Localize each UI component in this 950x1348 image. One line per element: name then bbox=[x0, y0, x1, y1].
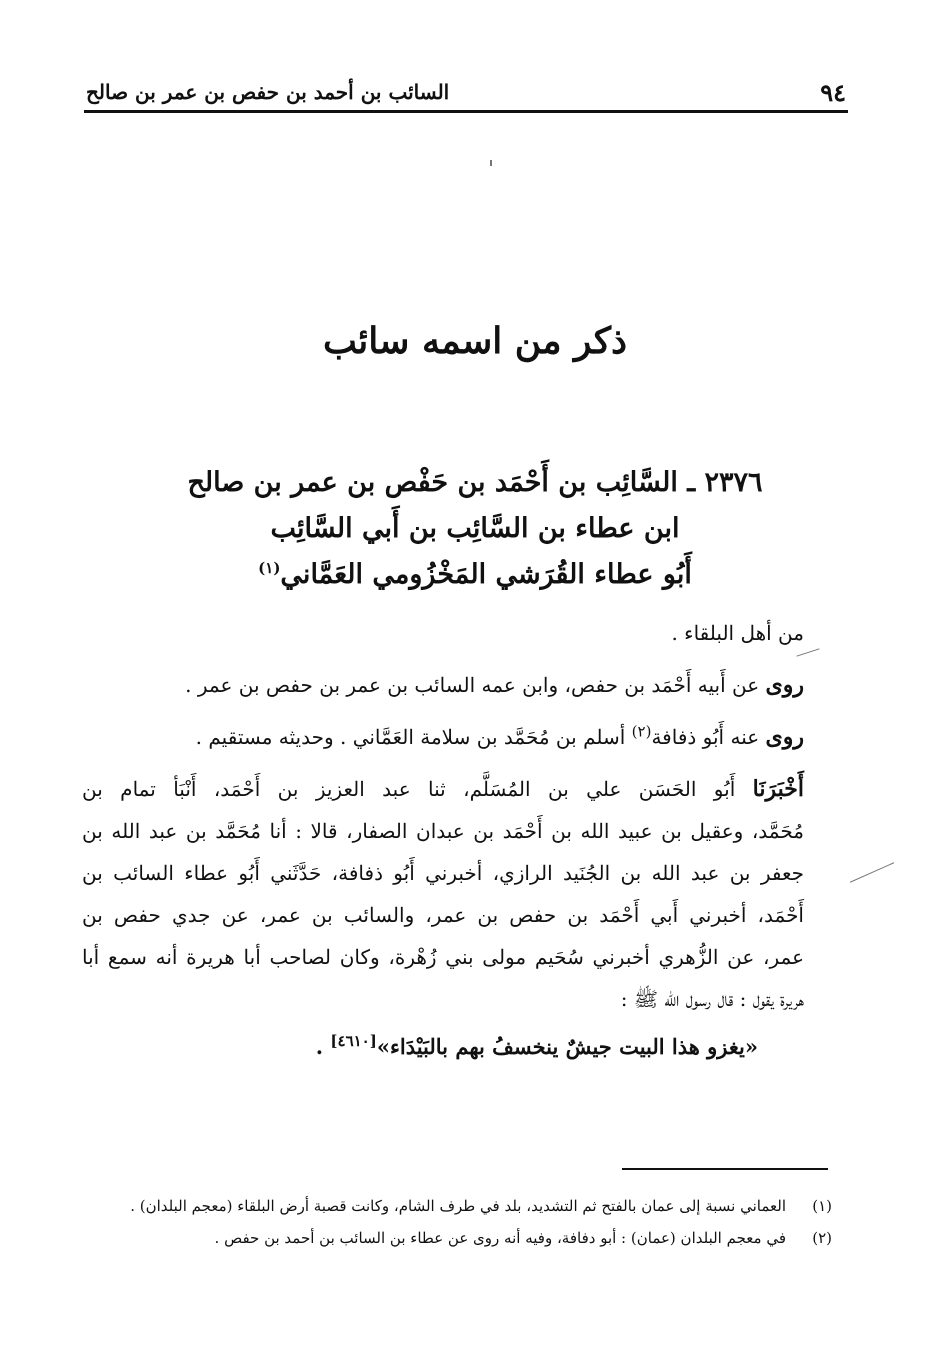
hadith-end: . bbox=[315, 1034, 331, 1059]
footnote-2-text: في معجم البلدان (عمان) : أبو دفافة، وفيه أنه روى عن عطاء بن السائب بن أحمد بن حفص . bbox=[214, 1229, 786, 1247]
footnote-rule bbox=[622, 1168, 828, 1170]
hadith-paragraph bbox=[82, 1026, 804, 1068]
entry-heading-line-3-text: أَبُو عطاء القُرَشي المَخْزُومي العَمَّاني bbox=[280, 559, 692, 590]
header-rule bbox=[84, 110, 848, 113]
entry-heading bbox=[140, 460, 810, 598]
section-title: ذكر من اسمه سائب bbox=[322, 320, 628, 362]
narrated-from-lead: روى bbox=[765, 672, 804, 698]
hadith-reference: [٤٦١٠] bbox=[330, 1032, 377, 1050]
isnad-line-2: مُحَمَّد، وعقيل بن عبيد الله بن أَحْمَد بن عبدان الصفار، قالا : أنا مُحَمَّد بن عبد الله بن bbox=[82, 819, 804, 843]
narrated-by-text-b: أسلم بن مُحَمَّد بن سلامة العَمَّاني . وحديثه مستقيم . bbox=[195, 725, 632, 749]
origin-line: من أهل البلقاء . bbox=[671, 621, 804, 645]
entry-heading-line-3 bbox=[140, 552, 810, 598]
isnad-line-5: عمر، عن الزُّهري أخبرني سُحَيم مولى بني زُهْرة، وكان لصاحب أبا هريرة أنه سمع أبا bbox=[82, 945, 804, 969]
running-title: السائب بن أحمد بن حفص بن عمر بن صالح bbox=[86, 80, 450, 104]
footnote-1-text: العماني نسبة إلى عمان بالفتح ثم التشديد، بلد في طرف الشام، وكانت قصبة أرض البلقاء (معجم البلدان) . bbox=[130, 1197, 786, 1215]
running-head bbox=[86, 78, 846, 110]
footnote-1 bbox=[82, 1190, 832, 1222]
isnad-lead: أَخْبَرَنَا bbox=[752, 776, 804, 802]
entry-heading-line-1: ٢٣٧٦ ـ السَّائِب بن أَحْمَد بن حَفْص بن عمر بن صالح bbox=[187, 467, 763, 498]
footnote-2 bbox=[82, 1222, 832, 1254]
footnotes bbox=[82, 1190, 832, 1254]
isnad-line-4: أَحْمَد، أخبرني أَبي أَحْمَد بن حفص بن عمر، والسائب بن عمر، عن جدي حفص بن bbox=[82, 903, 804, 927]
stray-pen-mark bbox=[490, 160, 492, 166]
isnad-line-1 bbox=[82, 768, 804, 810]
footnote-1-number: (١) bbox=[812, 1197, 832, 1215]
margin-mark bbox=[850, 862, 894, 882]
page-number: ٩٤ bbox=[820, 78, 846, 107]
narrated-by-paragraph bbox=[82, 716, 804, 758]
entry-heading-line-2: ابن عطاء بن السَّائِب بن أَبي السَّائِب bbox=[270, 513, 680, 544]
isnad-paragraph bbox=[82, 768, 804, 1020]
narrated-from-text: عن أَبيه أَحْمَد بن حفص، وابن عمه السائب بن عمر بن حفص بن عمر . bbox=[185, 673, 760, 697]
narrated-by-lead: روى bbox=[765, 724, 804, 750]
isnad-line-6: هريرة يقول : قال رسول الله ﷺ : bbox=[620, 987, 804, 1011]
narrated-from-paragraph bbox=[82, 664, 804, 706]
footnote-ref-1: (١) bbox=[258, 559, 281, 577]
narrated-by-text-a: عنه أَبُو ذفافة bbox=[651, 725, 760, 749]
hadith-text: «يغزو هذا البيت جيشٌ ينخسفُ بهم بالبَيْدَاء» bbox=[376, 1034, 758, 1059]
footnote-2-number: (٢) bbox=[812, 1229, 832, 1247]
isnad-line-3: جعفر بن عبد الله بن الجُنَيد الرازي، أخبرني أَبُو ذفافة، حَدَّثَني أَبُو عطاء السائب بن bbox=[82, 861, 804, 885]
footnote-ref-2: (٢) bbox=[631, 722, 652, 741]
isnad-line-1-text: أَبُو الحَسَن علي بن المُسَلَّم، ثنا عبد العزيز بن أَحْمَد، أَنْبَأ تمام بن bbox=[82, 777, 736, 801]
